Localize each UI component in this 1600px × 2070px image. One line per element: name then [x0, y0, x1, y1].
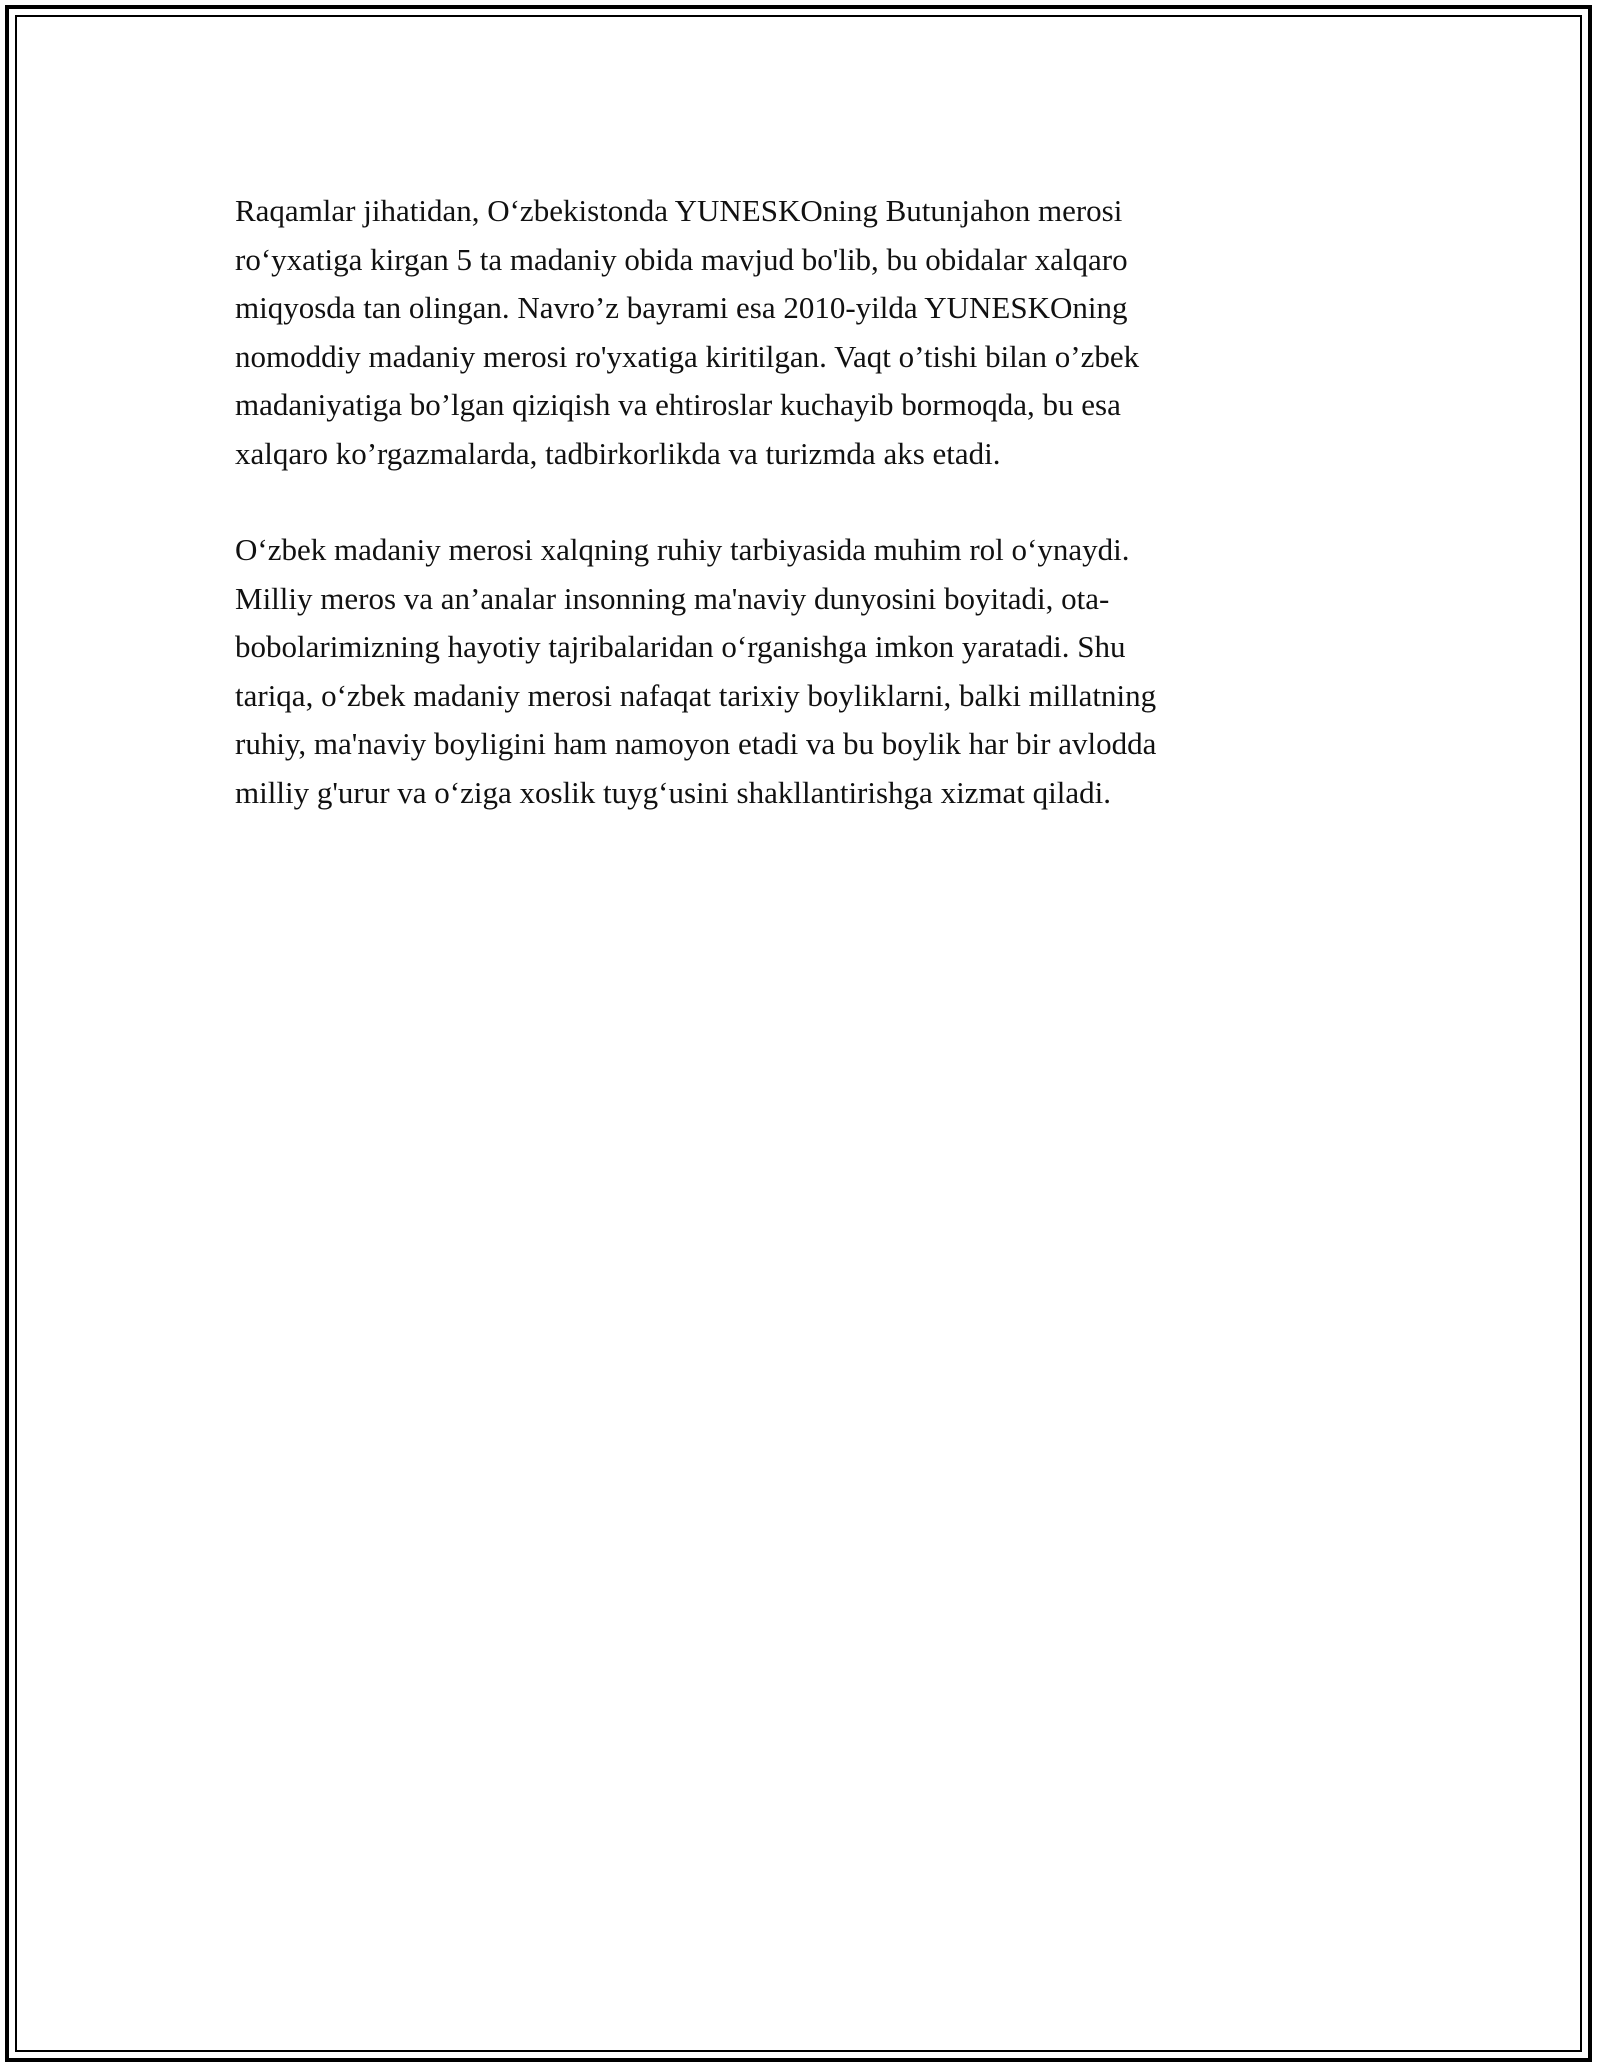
document-body: [235, 187, 1375, 865]
paragraph-2: O‘zbek madaniy merosi xalqning ruhiy tarbiyasida muhim rol o‘ynaydi. Milliy meros va an’analar insonning ma'naviy dunyosini boyitadi, ota- bobolarimizning hayotiy tajribalaridan o‘rganishga imkon yaratadi. Shu tariqa, o‘zbek madaniy merosi nafaqat tarixiy boyliklarni, balki millatning ruhiy, ma'naviy boyligini ham namoyon etadi va bu boylik har bir avlodda milliy g'urur va o‘ziga xoslik tuyg‘usini shakllantirishga xizmat qiladi.: [235, 532, 1157, 810]
paragraph-1: Raqamlar jihatidan, O‘zbekistonda YUNESKOning Butunjahon merosi ro‘yxatiga kirgan 5 ta madaniy obida mavjud bo'lib, bu obidalar xalqaro miqyosda tan olingan. Navro’z bayrami esa 2010-yilda YUNESKOning nomoddiy madaniy merosi ro'yxatiga kiritilgan. Vaqt o’tishi bilan o’zbek madaniyatiga bo’lgan qiziqish va ehtiroslar kuchayib bormoqda, bu esa xalqaro ko’rgazmalarda, tadbirkorlikda va turizmda aks etadi.: [235, 193, 1140, 471]
